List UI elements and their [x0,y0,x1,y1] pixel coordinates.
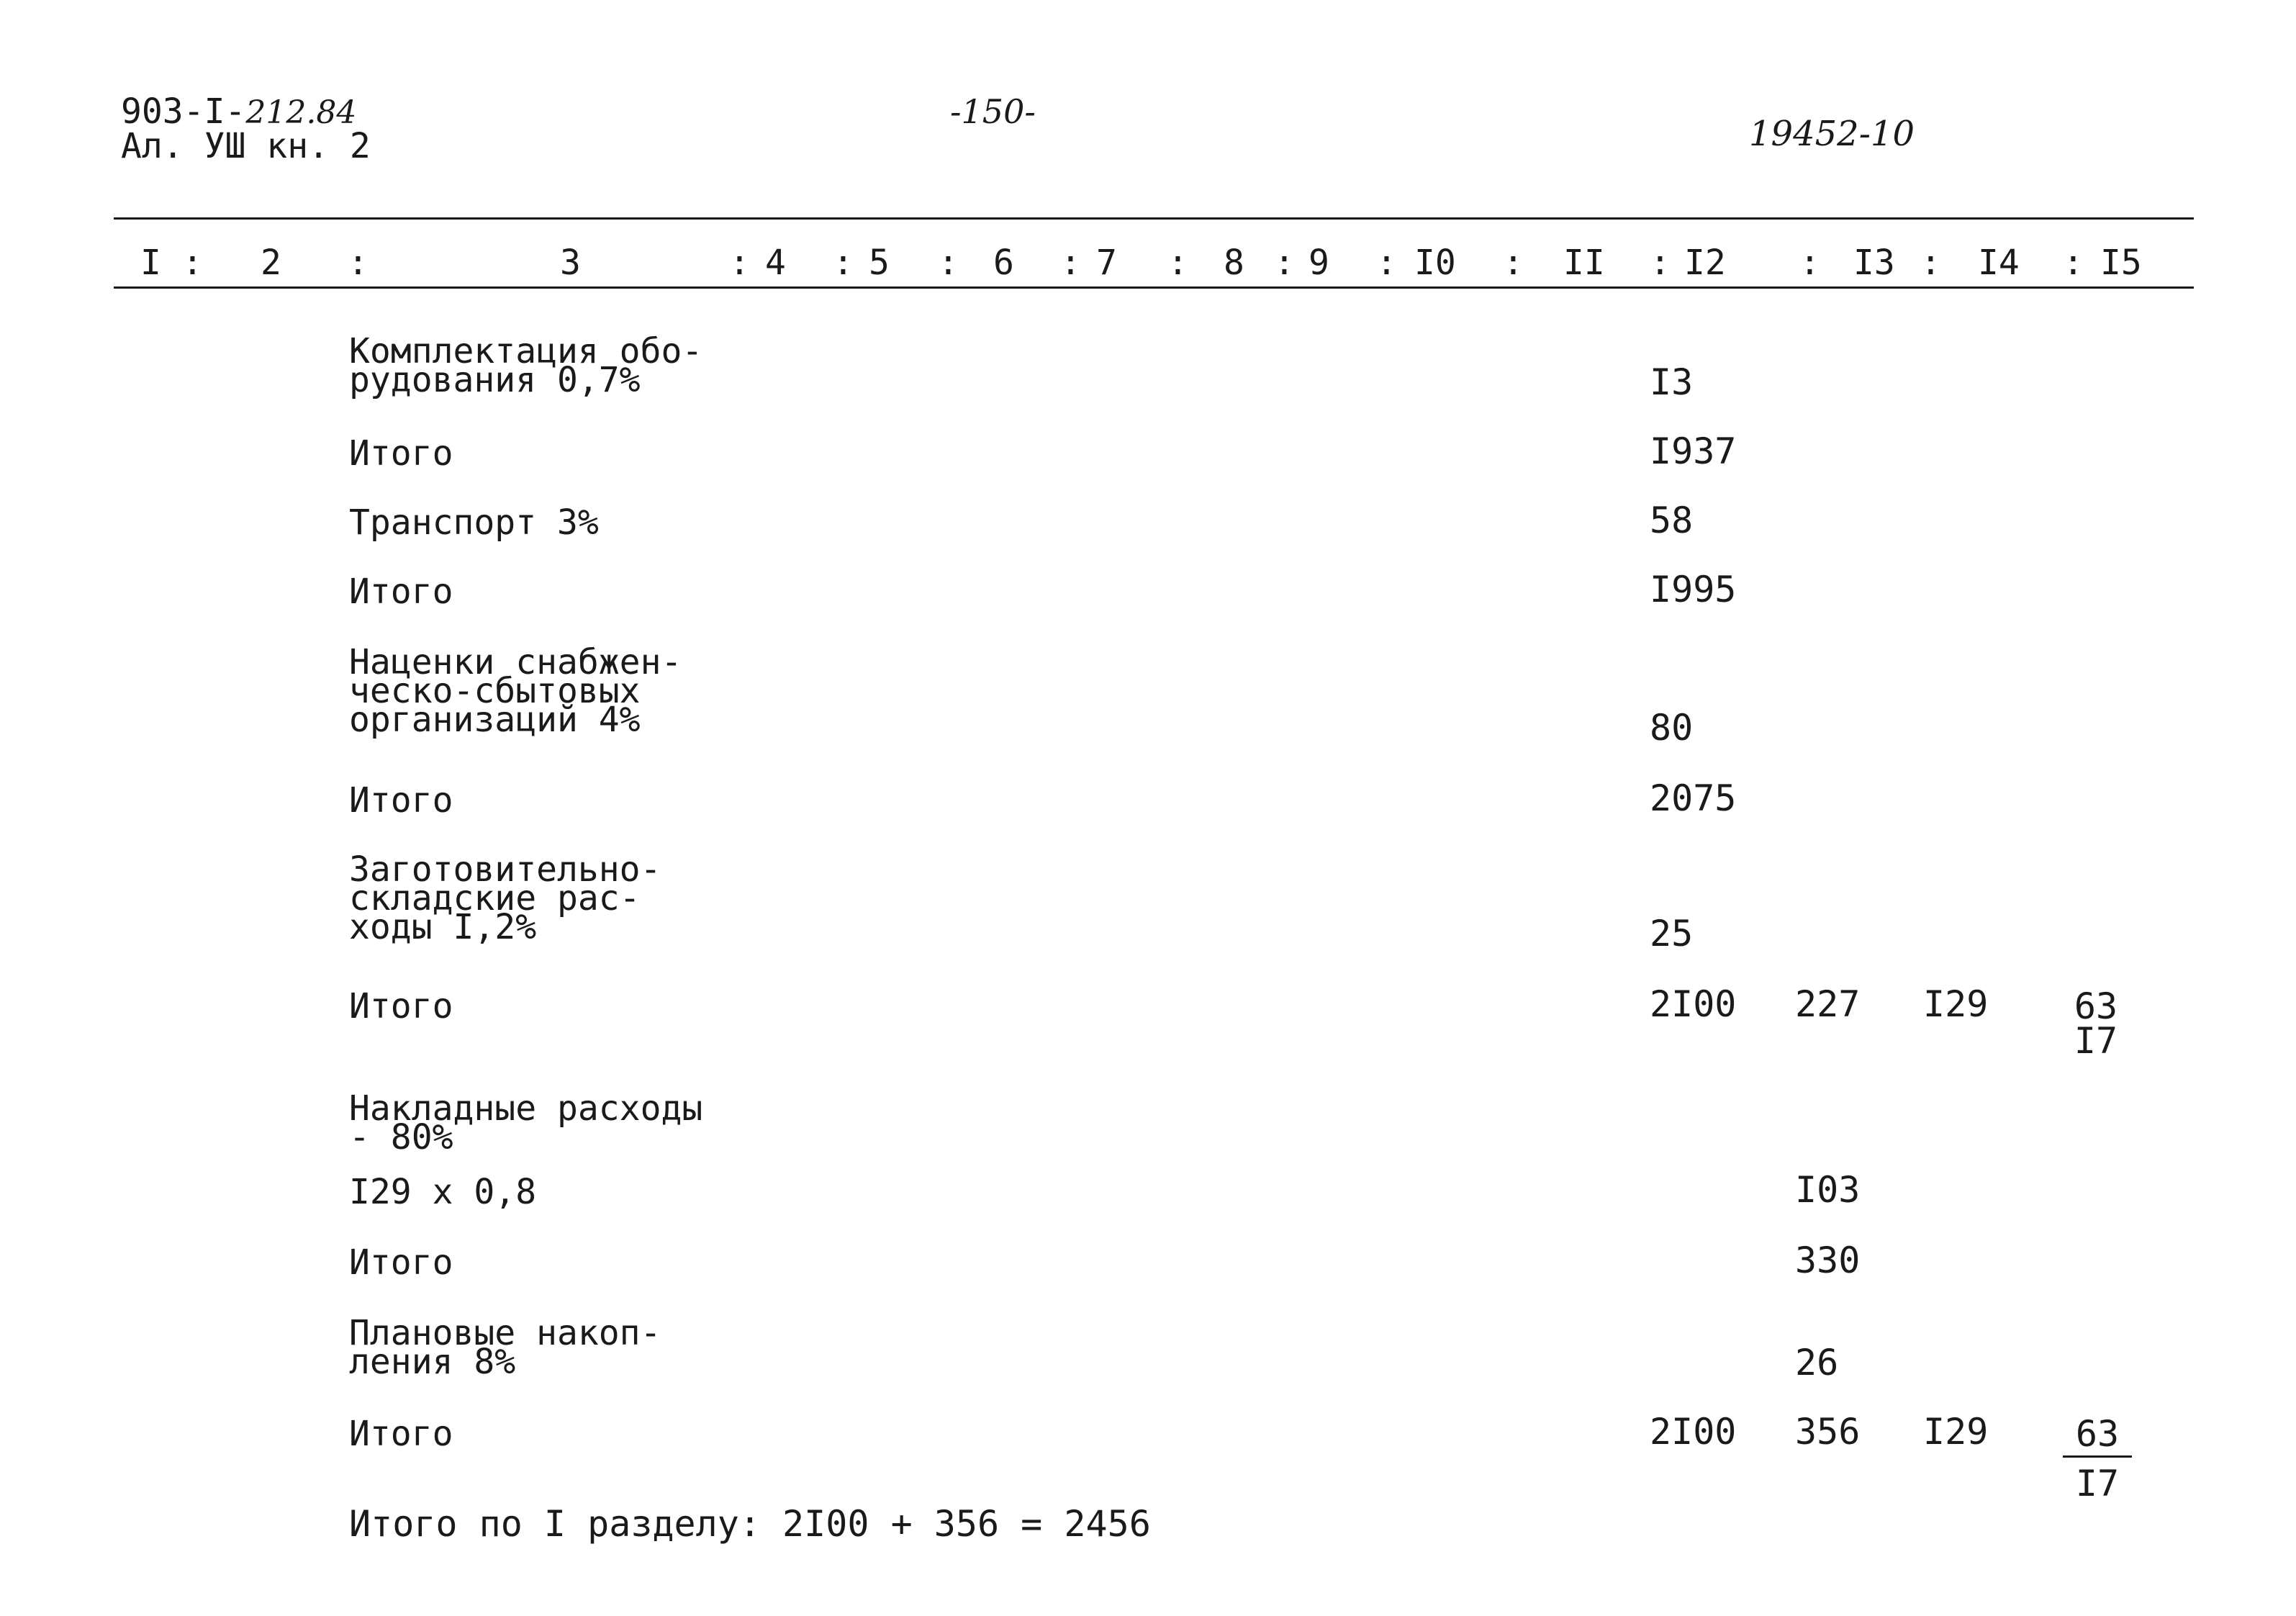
row-text-line: Транспорт 3% [349,502,599,543]
row-text-line: Итого [349,433,453,474]
row-text-line: Наценки снабжен- [349,642,682,682]
fraction-denominator: I7 [2074,1020,2118,1062]
col-header-12: I2 [1684,243,1726,283]
col-header-3: 3 [560,243,581,283]
col-sep: : [1920,243,1941,283]
cell-col13: 330 [1795,1240,1861,1281]
col-header-5: 5 [869,243,890,283]
col-sep: : [833,243,854,283]
fraction-denominator: I7 [2075,1463,2120,1504]
cell-col12: I937 [1650,430,1737,472]
row-text-line: ления 8% [349,1342,516,1382]
table-row [349,642,682,740]
row-text-line: Заготовительно- [349,849,661,890]
row-text-line: ходы I,2% [349,907,537,947]
col-sep: : [1650,243,1671,283]
row-text-line: Итого [349,1242,453,1283]
table-header-bottom-rule [114,286,2194,289]
col-header-14: I4 [1978,243,2020,283]
cell-col12: 2075 [1650,777,1737,819]
col-header-4: 4 [765,243,786,283]
col-sep: : [729,243,750,283]
col-header-10: I0 [1414,243,1456,283]
table-row [349,849,661,947]
col-sep: : [1167,243,1188,283]
cell-col12: I995 [1650,569,1737,610]
row-text-line: - 80% [349,1117,453,1157]
row-text-line: Итого [349,986,453,1026]
col-header-2: 2 [261,243,281,283]
table-row [349,502,599,543]
row-text-line: I29 x 0,8 [349,1172,537,1212]
row-text-line: ческо-сбытовых [349,671,641,711]
col-sep: : [1376,243,1397,283]
fraction-numerator: 63 [2074,985,2118,1027]
row-text-line: Итого [349,1414,453,1454]
table-row [349,986,453,1026]
cell-col12: I3 [1650,361,1694,403]
row-text-line: складские рас- [349,878,641,918]
table-row [349,572,453,612]
col-sep: : [2063,243,2084,283]
cell-col13: 26 [1795,1342,1839,1383]
fraction-numerator: 63 [2063,1417,2132,1458]
cell-col14: I29 [1923,983,1989,1025]
cell-col12: 80 [1650,707,1694,749]
cell-col13: 356 [1795,1411,1861,1453]
series-printed: 903-I- [121,91,246,132]
table-row [349,1313,661,1382]
table-row [349,1172,537,1212]
row-text-line: организаций 4% [349,700,641,740]
cell-col12: 2I00 [1650,983,1737,1025]
table-row [349,1088,703,1157]
col-sep: : [182,243,203,283]
album-line: Ал. УШ кн. 2 [121,126,371,166]
row-text-line: Накладные расходы [349,1088,703,1129]
row-text-line: Комплектация обо- [349,331,703,371]
page-number: -150- [950,92,1036,131]
table-row [349,780,453,821]
col-header-6: 6 [993,243,1014,283]
col-sep: : [1503,243,1524,283]
row-text-line: Итого [349,780,453,821]
table-row [349,433,453,474]
col-sep: : [938,243,959,283]
col-sep: : [1274,243,1295,283]
cell-col12: 2I00 [1650,1411,1737,1453]
section-total: Итого по I разделу: 2I00 + 356 = 2456 [349,1503,1151,1545]
col-header-8: 8 [1224,243,1244,283]
table-top-rule [114,217,2194,220]
series-handwritten: 212.84 [245,94,357,131]
col-sep: : [348,243,369,283]
cell-col13: 227 [1795,983,1861,1025]
row-text-line: рудования 0,7% [349,360,641,400]
cell-col13: I03 [1795,1169,1861,1211]
cell-col14: I29 [1923,1411,1989,1453]
cell-col12: 25 [1650,913,1694,954]
col-header-13: I3 [1853,243,1895,283]
inventory-number: 19452-10 [1749,114,1915,154]
col-header-15: I5 [2100,243,2142,283]
table-row [349,331,703,400]
table-row [349,1414,453,1454]
cell-col15-fraction [2063,1413,2132,1504]
col-header-11: II [1563,243,1605,283]
table-row [349,1242,453,1283]
cell-col15-fraction [2067,985,2125,1062]
row-text-line: Итого [349,572,453,612]
col-sep: : [1060,243,1081,283]
row-text-line: Плановые накоп- [349,1313,661,1353]
col-header-7: 7 [1096,243,1117,283]
col-sep: : [1799,243,1820,283]
document-code [121,91,357,132]
cell-col12: 58 [1650,500,1694,541]
col-header-9: 9 [1309,243,1329,283]
col-header-1: I [140,243,161,283]
